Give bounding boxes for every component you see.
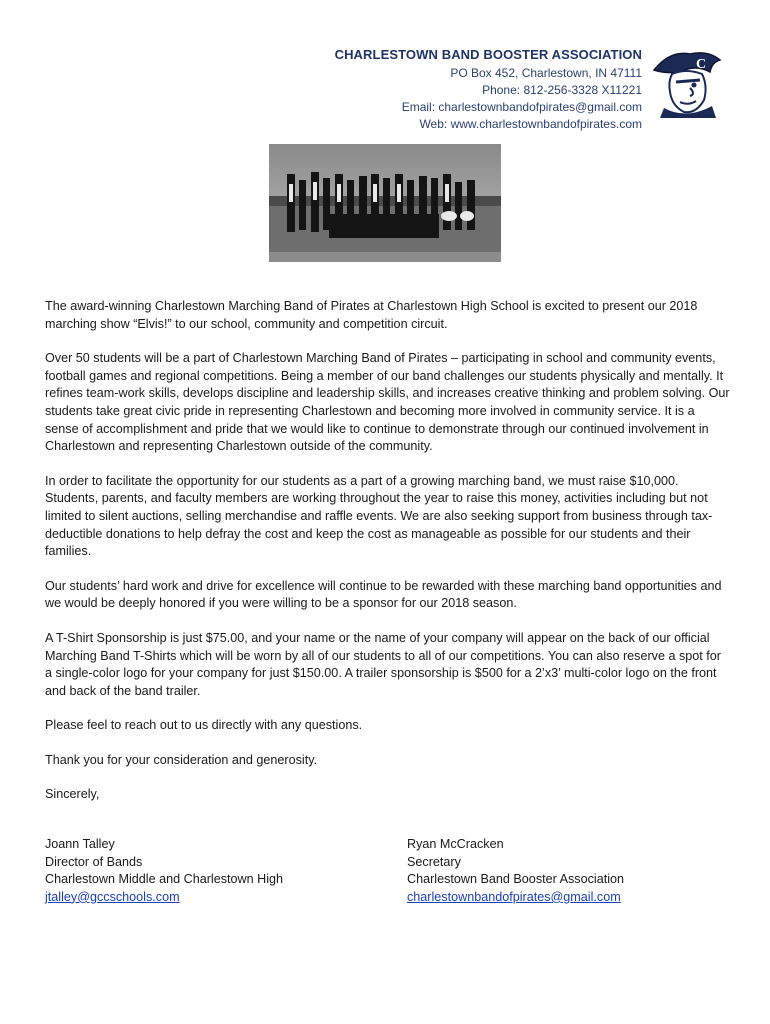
signer-email-link[interactable]: charlestownbandofpirates@gmail.com [407,889,621,904]
signer-email-link[interactable]: jtalley@gccschools.com [45,889,180,904]
marching-band-group-photo [269,144,501,262]
email-address: Email: charlestownbandofpirates@gmail.com [401,100,642,114]
paragraph-fundraising: In order to facilitate the opportunity for our students as a part of a growing marching band, we must raise $10,000. Students, parents, and faculty members are working throughout the year to raise this money, activities including but not limited to silent auctions, selling merchandise and raffle events. We are also seeking support from business through tax-deductible donations to help defray the cost and keep the cost as manageable as possible for our students and their families. [45,473,713,559]
signer-name: Joann Talley [45,837,115,851]
signer-name: Ryan McCracken [407,837,504,851]
paragraph-intro: The award-winning Charlestown Marching Band of Pirates at Charlestown High School is excited to present our 2018 marching show “Elvis!” to our school, community and competition circuit. [45,299,698,331]
signer-organization: Charlestown Band Booster Association [407,872,625,887]
signature-block-secretary [407,836,624,906]
signer-title: Secretary [407,854,461,869]
letter-body [45,298,731,821]
paragraph-sponsorship-levels: A T-Shirt Sponsorship is just $75.00, and your name or the name of your company will appear on the back of our official Marching Band T-Shirts which will be worn by all of our students to all of our competitions. You can also reserve a spot for a single-color logo for your company for just $150.00. A trailer sponsorship is $500 for a 2’x3’ multi-color logo on the front and back of the band trailer. [45,630,721,698]
website-address: Web: www.charlestownbandofpirates.com [419,117,642,131]
phone-number: Phone: 812-256-3328 X11221 [482,83,642,97]
paragraph-thanks: Thank you for your consideration and generosity. [45,752,318,767]
organization-name: CHARLESTOWN BAND BOOSTER ASSOCIATION [334,47,642,62]
paragraph-sponsor-request: Our students’ hard work and drive for excellence will continue to be rewarded with these marching band opportunities and we would be deeply honored if you were willing to be a sponsor for our 2018 season. [45,578,722,611]
paragraph-participation: Over 50 students will be a part of Charlestown Marching Band of Pirates – participating in school and community events, football games and regional competitions. Being a member of our band challenges our students physically and mentally. It refines team-work skills, develops discipline and leadership skills, and increases creative thinking and problem solving. Our students take great civic pride in representing Charlestown and becoming more involved in community service. It is a sense of accomplishment and pride that we would like to continue to demonstrate through our continued involvement in Charlestown and representing Charlestown outside of the community. [45,351,730,454]
signer-title: Director of Bands [45,854,143,869]
logo-letter: C [696,57,707,72]
letterhead [222,46,642,133]
signature-block-director [45,836,283,906]
mailing-address: PO Box 452, Charlestown, IN 47111 [450,66,642,80]
paragraph-contact: Please feel to reach out to us directly with any questions. [45,718,363,733]
closing-salutation: Sincerely, [45,787,100,802]
pirate-mascot-logo-icon [650,46,722,120]
signer-organization: Charlestown Middle and Charlestown High [45,872,284,887]
